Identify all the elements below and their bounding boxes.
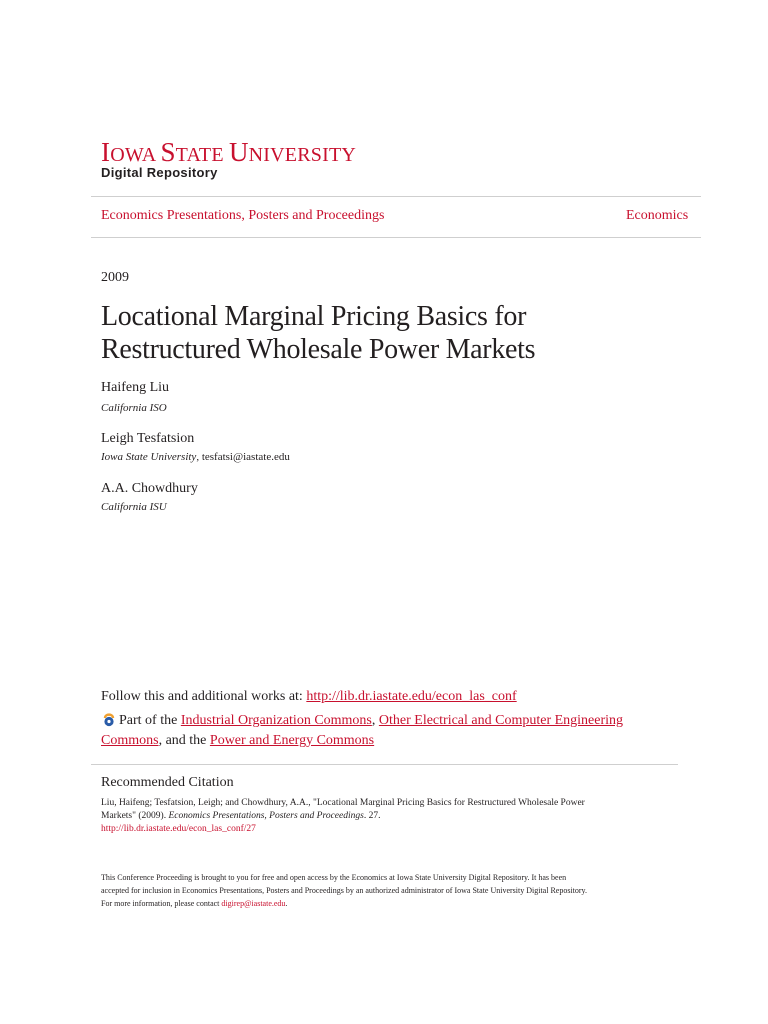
part-of-commons — [101, 711, 661, 751]
citation-heading: Recommended Citation — [101, 775, 234, 790]
citation-series: Economics Presentations, Posters and Proceedings — [168, 811, 364, 821]
collection-url-link[interactable]: http://lib.dr.iastate.edu/econ_las_conf — [306, 689, 517, 704]
citation-url-link[interactable]: http://lib.dr.iastate.edu/econ_las_conf/27 — [101, 824, 256, 834]
paper-title — [101, 300, 721, 366]
separator: , — [371, 713, 379, 728]
title-line-2: Restructured Wholesale Power Markets — [101, 334, 536, 365]
author-affiliation — [101, 402, 167, 414]
header-divider-bottom — [91, 237, 701, 238]
footer-period: . — [285, 899, 288, 908]
footer-line-2: accepted for inclusion in Economics Presentations, Posters and Proceedings by an authorized administrator of Iowa State University Digital Repository. — [101, 886, 588, 895]
citation-text — [101, 797, 661, 836]
series-link[interactable]: Economics Presentations, Posters and Proceedings — [101, 208, 385, 223]
part-of-prefix: Part of the — [119, 713, 181, 728]
citation-divider — [91, 764, 678, 765]
other-ece-commons-link-cont[interactable]: Commons — [101, 733, 159, 748]
author-affiliation — [101, 501, 167, 513]
affiliation-name: California ISU — [101, 501, 167, 513]
footer-line-3 — [101, 897, 691, 910]
power-energy-commons-link[interactable]: Power and Energy Commons — [209, 733, 375, 748]
author-name: A.A. Chowdhury — [101, 481, 198, 496]
follow-text: Follow this and additional works at: — [101, 689, 307, 704]
publication-year: 2009 — [101, 270, 129, 285]
university-logo-wordmark: IOWA STATE UNIVERSITY — [101, 137, 357, 167]
citation-year: Markets" (2009). — [101, 811, 169, 821]
citation-number: . 27. — [363, 811, 381, 821]
contact-email-link[interactable]: digirep@iastate.edu — [221, 899, 286, 908]
department-link[interactable]: Economics — [626, 208, 689, 223]
separator: , and the — [158, 733, 210, 748]
open-access-icon — [101, 711, 117, 727]
footer-line-1: This Conference Proceeding is brought to you for free and open access by the Economics at Iowa State University Digital Repository. It has been — [101, 873, 567, 882]
repository-name: Digital Repository — [101, 165, 218, 180]
header-divider-top — [91, 196, 701, 197]
citation-line-2 — [101, 810, 661, 823]
author-affiliation — [101, 451, 290, 463]
author-name: Leigh Tesfatsion — [101, 431, 195, 446]
author-email: , tesfatsi@iastate.edu — [196, 451, 290, 463]
industrial-organization-commons-link[interactable]: Industrial Organization Commons — [180, 713, 372, 728]
title-line-1: Locational Marginal Pricing Basics for — [101, 301, 527, 332]
author-name: Haifeng Liu — [101, 380, 170, 395]
other-ece-commons-link[interactable]: Other Electrical and Computer Engineering — [378, 713, 624, 728]
follow-line — [101, 689, 517, 705]
footer-contact-text: For more information, please contact — [101, 899, 222, 908]
citation-line-1: Liu, Haifeng; Tesfatsion, Leigh; and Chowdhury, A.A., "Locational Marginal Pricing Basics for Restructured Wholesale Power — [101, 798, 585, 808]
footer-notice — [101, 871, 691, 910]
affiliation-name: Iowa State University — [101, 451, 197, 463]
affiliation-name: California ISO — [101, 402, 167, 414]
